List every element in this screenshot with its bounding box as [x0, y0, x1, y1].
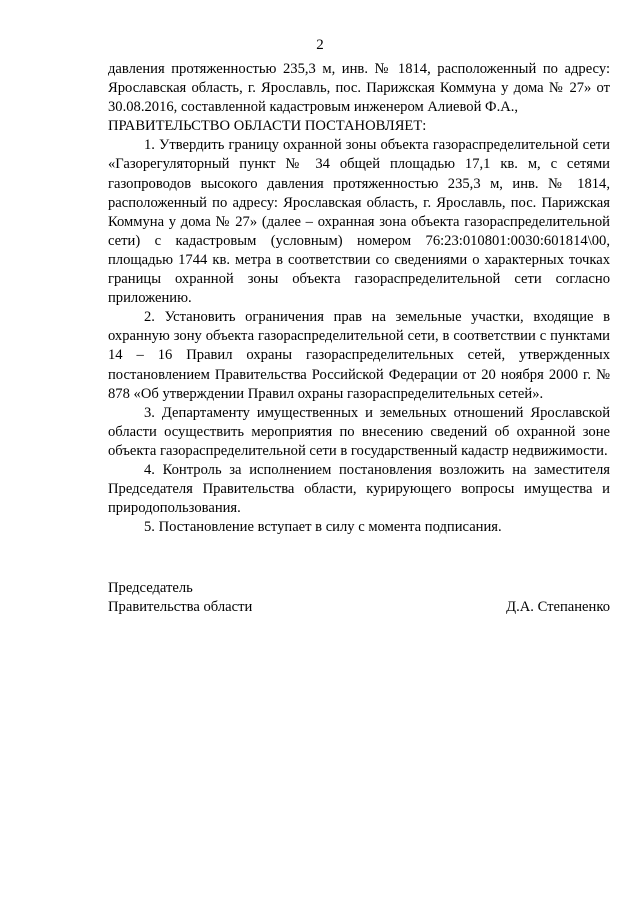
- page-number: 2: [316, 37, 324, 53]
- document-body: [108, 60, 610, 537]
- intro-continuation: давления протяженностью 235,3 м, инв. № 1814, расположенный по адресу: Ярославская область, г. Ярославль, пос. Парижская Коммуна у дома № 27» от 30.08.2016, составленной кадастровым инженером Алиевой Ф.А.,: [108, 61, 610, 116]
- item-1: 1. Утвердить границу охранной зоны объекта газораспределительной сети «Газорегуляторный пункт № 34 общей площадью 17,1 кв. м, с сетями газопроводов высокого давления протяженностью 235,3 м, инв. № 1814, расположенный по адресу: Ярославская область, г. Ярославль, пос. Парижская Коммуна у дома № 27» (далее – охранная зона объекта газораспределительной сети) с кадастровым (условным) номером 76:23:010801:0030:601814\00, площадью 1744 кв. метра в соответствии со сведениями о характерных точках границы охранной зоны объекта газораспределительной сети согласно приложению.: [108, 137, 610, 307]
- signatory-title-line2: Правительства области: [108, 599, 253, 616]
- signature-line: [108, 598, 610, 617]
- signatory-name: Д.А. Степаненко: [506, 599, 610, 616]
- item-2: 2. Установить ограничения прав на земельные участки, входящие в охранную зону объекта газораспределительной сети, в соответствии с пунктами 14 – 16 Правил охраны газораспределительных сетей, утвержденных постановлением Правительства Российской Федерации от 20 ноября 2000 г. № 878 «Об утверждении Правил охраны газораспределительных сетей».: [108, 309, 610, 402]
- item-4: 4. Контроль за исполнением постановления возложить на заместителя Председателя Правительства области, курирующего вопросы имущества и природопользования.: [108, 461, 610, 517]
- resolution-heading: ПРАВИТЕЛЬСТВО ОБЛАСТИ ПОСТАНОВЛЯЕТ:: [108, 118, 427, 135]
- item-5: 5. Постановление вступает в силу с момента подписания.: [144, 519, 502, 536]
- item-3: 3. Департаменту имущественных и земельных отношений Ярославской области осуществить мероприятия по внесению сведений об охранной зоне объекта газораспределительной сети в государственный кадастр недвижимости.: [108, 404, 610, 459]
- signatory-title-line1: Председатель: [108, 580, 193, 596]
- signature-block: [108, 579, 610, 617]
